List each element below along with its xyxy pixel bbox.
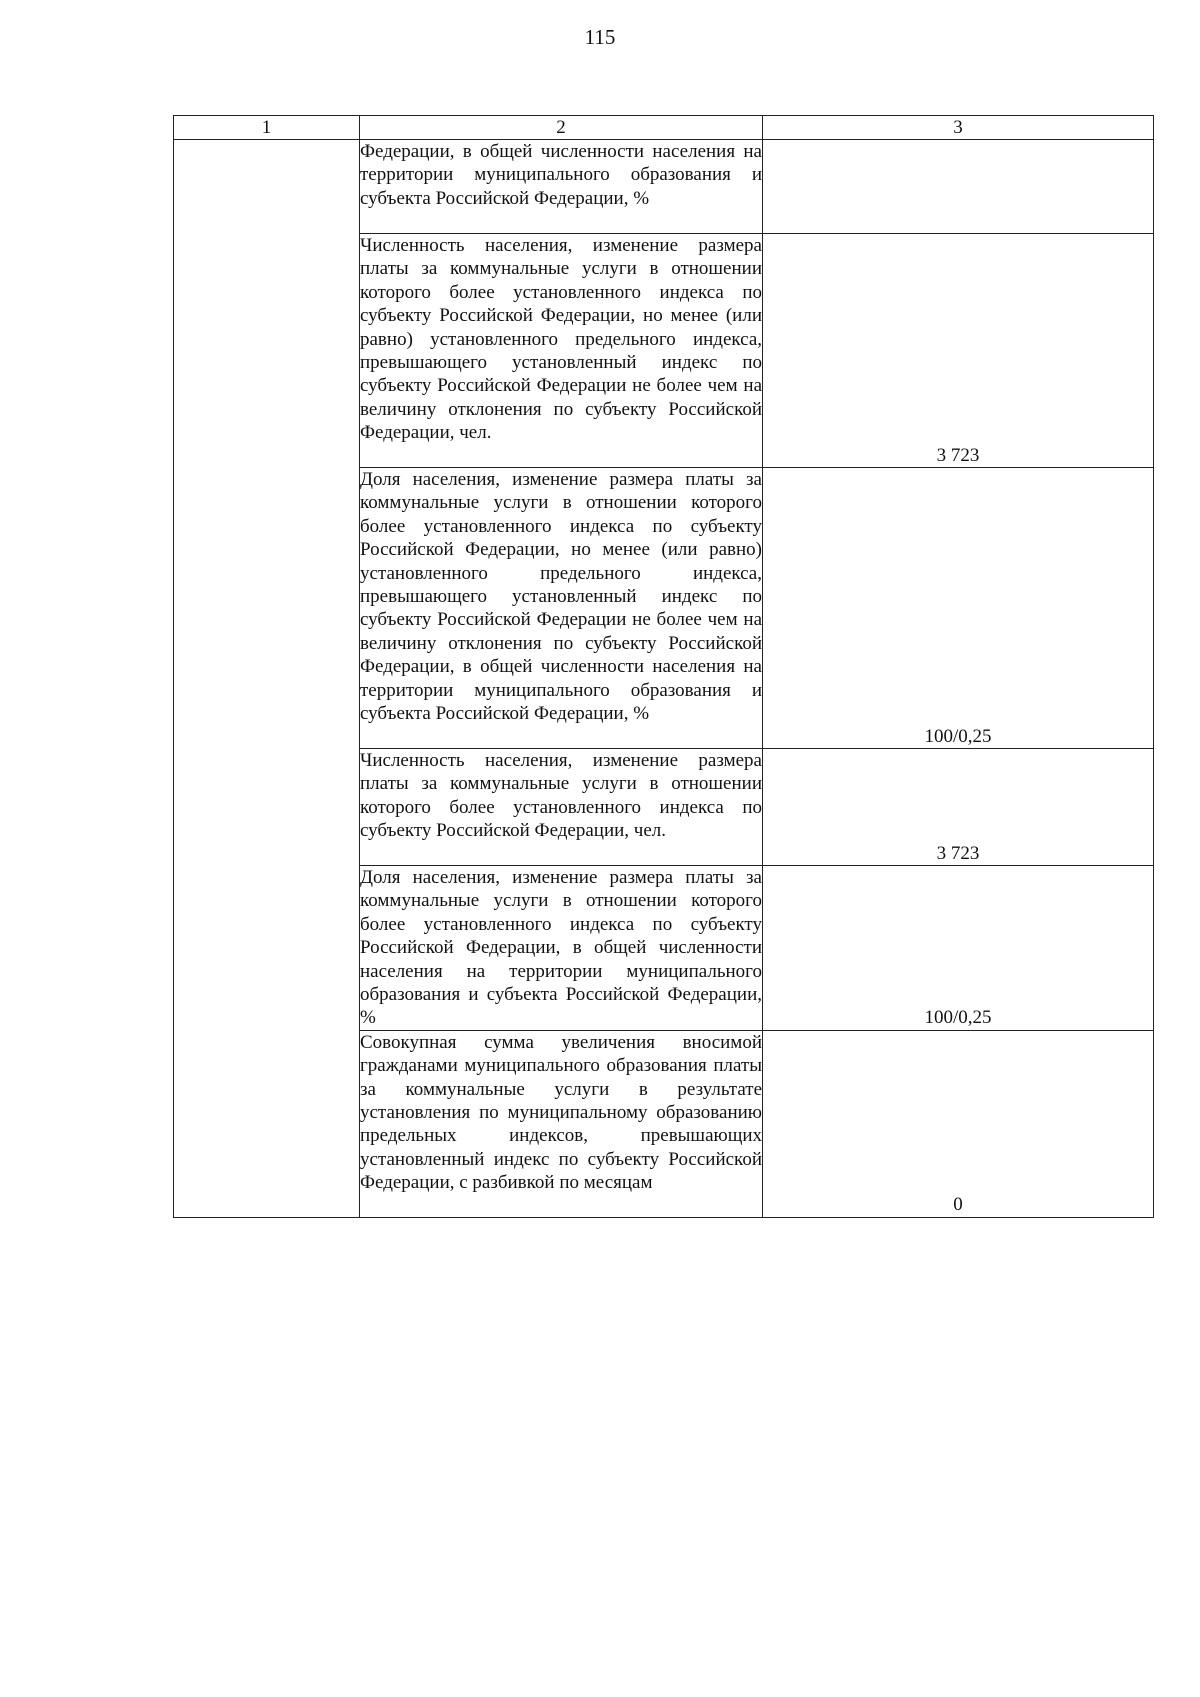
indicator-value: 100/0,25	[763, 866, 1154, 1031]
column-header-3: 3	[763, 116, 1154, 140]
indicator-name: Совокупная сумма увеличения вносимой гражданами муниципального образования платы за коммунальные услуги в результате установления по муниципальному образованию предельных индексов, превышающих установленный индекс по субъекту Российской Федерации, с разбивкой по месяцам	[360, 1030, 763, 1217]
indicator-value: 3 723	[763, 749, 1154, 866]
indicator-value: 0	[763, 1030, 1154, 1217]
indicator-name: Федерации, в общей численности населения на территории муниципального образования и субъекта Российской Федерации, %	[360, 140, 763, 234]
column-1-cell	[174, 140, 360, 1218]
column-header-1: 1	[174, 116, 360, 140]
indicator-name: Численность населения, изменение размера платы за коммунальные услуги в отношении которого более установленного индекса по субъекту Российской Федерации, но менее (или равно) установленного предельного индекса, превышающего установленный индекс по субъекту Российской Федерации не более чем на величину отклонения по субъекту Российской Федерации, чел.	[360, 234, 763, 468]
indicator-name: Доля населения, изменение размера платы за коммунальные услуги в отношении которого более установленного индекса по субъекту Российской Федерации, в общей численности населения на территории муниципального образования и субъекта Российской Федерации, %	[360, 867, 762, 1029]
table-header-row	[174, 116, 1154, 140]
page-number: 115	[584, 25, 616, 49]
indicator-name: Численность населения, изменение размера платы за коммунальные услуги в отношении которого более установленного индекса по субъекту Российской Федерации, чел.	[360, 749, 763, 866]
indicator-table	[173, 115, 1154, 1218]
indicator-name: Доля населения, изменение размера платы за коммунальные услуги в отношении которого более установленного индекса по субъекту Российской Федерации, но менее (или равно) установленного предельного индекса, превышающего установленный индекс по субъекту Российской Федерации не более чем на величину отклонения по субъекту Российской Федерации, в общей численности населения на территории муниципального образования и субъекта Российской Федерации, %	[360, 468, 763, 749]
indicator-value: 100/0,25	[763, 468, 1154, 749]
table-row	[174, 140, 1154, 234]
indicator-value	[763, 140, 1154, 234]
column-header-2: 2	[360, 116, 763, 140]
indicator-value: 3 723	[763, 234, 1154, 468]
